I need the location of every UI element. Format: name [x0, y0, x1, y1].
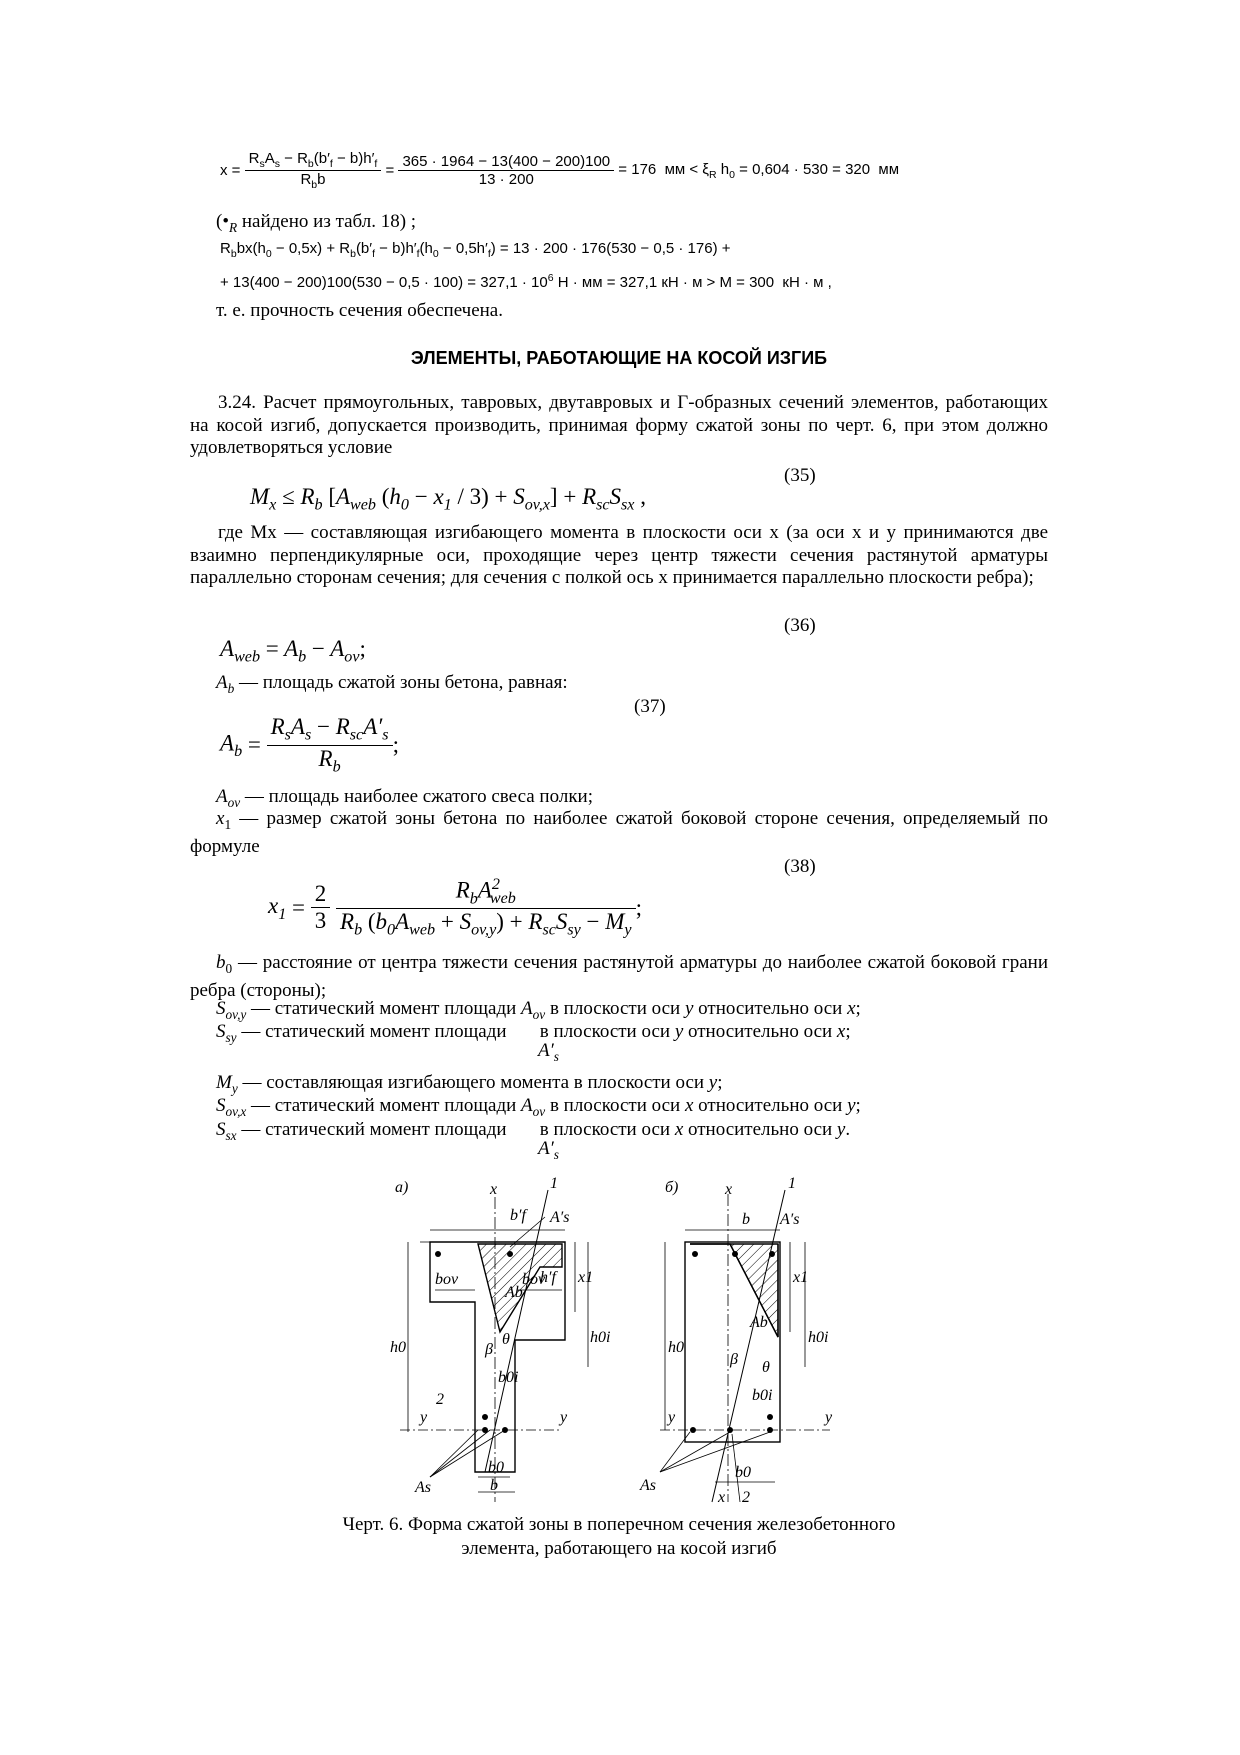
def-x1: $x_1$ — размер сжатой зоны бетона по наиболее сжатой боковой стороне сечения, определяемый по формуле [190, 808, 1048, 858]
def-b0: $b_0$ — расстояние от центра тяжести сечения растянутой арматуры до наиболее сжатой боковой грани ребра (стороны); [190, 952, 1048, 1002]
eq35-number: (35) [784, 465, 816, 486]
svg-text:As: As [640, 1477, 656, 1494]
svg-text:bov: bov [522, 1271, 546, 1288]
eq37: $A_b$ = $\frac{R_sA_s - R_{sc}A'_s}{R_b}$ ; [220, 714, 399, 776]
def-sovx: $S_{ov,x}$ — статический момент площади $A_{ov}$ в плоскости оси x относительно оси y; [216, 1095, 861, 1119]
svg-text:bov: bov [435, 1271, 459, 1288]
svg-text:A′s: A′s [550, 1209, 570, 1226]
svg-text:x: x [725, 1181, 733, 1198]
moment-line-1: $R_bbx(h_0 - 0,5x) + R_b(b'_f - b)h'_f(h_0 - 0,5h'_f) = 13 \cdot 200 \cdot 176(530 - 0,5 \cdot 176)$ + [220, 240, 731, 260]
rebar [690, 1427, 696, 1433]
def-sovy: $S_{ov,y}$ — статический момент площади $A_{ov}$ в плоскости оси y относительно оси x; [216, 998, 861, 1022]
rebar [732, 1251, 738, 1257]
label-a: а) [395, 1179, 409, 1196]
rebar [482, 1427, 488, 1433]
svg-text:x1: x1 [578, 1269, 594, 1286]
svg-text:b: b [742, 1211, 750, 1228]
def-aov: $A_{ov}$ — площадь наиболее сжатого свеса полки; [216, 786, 593, 810]
svg-text:y: y [420, 1409, 428, 1426]
figure-drawing-6 [390, 1172, 870, 1507]
formula-x: x = $\frac{R_sA_s - R_b(b'_f - b)h'_f}{R_bb}$ = $\frac{365 \cdot 1964 - 13(400 - 200)100}{13 \cdot 200}$ = 176 мм < $\xi_R$ $h_0 = 0,604 \cdot 530 = 320$ мм [220, 150, 900, 191]
def-ssx: $S_{sx}$ — статический момент площади в плоскости оси x относительно оси y. [216, 1119, 851, 1143]
rebar [767, 1427, 773, 1433]
eq36-number: (36) [784, 615, 816, 636]
svg-text:β: β [730, 1351, 738, 1368]
label-b: б) [665, 1179, 679, 1196]
rebar [692, 1251, 698, 1257]
svg-text:h0: h0 [668, 1339, 684, 1356]
svg-text:b0i: b0i [752, 1387, 773, 1404]
svg-text:β: β [485, 1341, 493, 1358]
svg-text:h′f: h′f [540, 1269, 556, 1286]
rebar [767, 1414, 773, 1420]
svg-text:A′s: A′s [780, 1211, 800, 1228]
figure-caption-line-1: Черт. 6. Форма сжатой зоны в поперечном сечения железобетонного [342, 1514, 896, 1535]
rebar [435, 1251, 441, 1257]
moment-line-2: + $13(400 - 200)100(530 - 0,5 \cdot 100) = 327,1 \cdot 10^6$ Н · мм = 327,1 кН · м > M = 300 кН · м , [220, 272, 832, 291]
def-my: $M_y$ — составляющая изгибающего момента в плоскости оси y; [216, 1072, 723, 1096]
svg-text:1: 1 [788, 1175, 796, 1192]
rebar [507, 1251, 513, 1257]
svg-text:x: x [490, 1181, 498, 1198]
rebar [769, 1251, 775, 1257]
svg-text:h0i: h0i [590, 1329, 611, 1346]
def-ab: $A_b$ — площадь сжатой зоны бетона, равная: [216, 672, 568, 696]
eq36: $A_{web} = A_b - A_{ov}$; [220, 636, 366, 666]
svg-text:x: x [718, 1489, 726, 1506]
eq38-number: (38) [784, 856, 816, 877]
svg-text:2: 2 [742, 1489, 750, 1506]
svg-text:y: y [825, 1409, 833, 1426]
svg-text:y: y [560, 1409, 568, 1426]
svg-text:y: y [668, 1409, 676, 1426]
svg-text:x1: x1 [793, 1269, 809, 1286]
rebar [502, 1427, 508, 1433]
eq35: $M_x \le R_b$ [$A_{web}$ $(h_0 - x_1 / 3) + S_{ov,x}] + R_{sc}S_{sx}$ , [250, 484, 646, 514]
svg-text:b: b [490, 1477, 498, 1494]
svg-text:2: 2 [436, 1391, 444, 1408]
svg-text:Ab: Ab [505, 1284, 523, 1301]
paragraph-mx: где Mx — составляющая изгибающего момента в плоскости оси x (за оси x и y принимаются две взаимно перпендикулярные оси, проходящие через центр тяжести сечения растянутой арматуры параллельно сторонам сечения; для сечения с полкой ось x принимается параллельно плоскости ребра); [190, 522, 1048, 588]
svg-text:θ: θ [762, 1359, 770, 1376]
ssx-as-symbol: $A'_s$ [538, 1138, 559, 1162]
svg-text:1: 1 [550, 1175, 558, 1192]
svg-text:h0i: h0i [808, 1329, 829, 1346]
svg-text:As: As [415, 1479, 431, 1496]
eq37-number: (37) [634, 696, 666, 717]
eq38: $x_1$ = $\frac{2}{3}$ $\frac{R_bA^2_{web}}{R_b (b_0A_{web} + S_{ov,y}) + R_{sc}S_{sy} - M_y}$ ; [268, 876, 642, 939]
svg-text:b0i: b0i [498, 1369, 519, 1386]
xi-note: ($•_R$ найдено из табл. 18) ; [216, 211, 417, 235]
svg-text:b0: b0 [735, 1464, 751, 1481]
ssy-as-symbol: $A'_s$ [538, 1040, 559, 1064]
svg-text:b′f: b′f [510, 1207, 526, 1224]
svg-text:θ: θ [502, 1331, 510, 1348]
rebar [482, 1414, 488, 1420]
svg-text:h0: h0 [390, 1339, 406, 1356]
figure-caption-line-2: элемента, работающего на косой изгиб [461, 1538, 777, 1559]
paragraph-3-24: 3.24. Расчет прямоугольных, тавровых, двутавровых и Г-образных сечений элементов, работающих на косой изгиб, допускается производить, принимая форму сжатой зоны по черт. 6, при этом должно удовлетворяться условие [190, 392, 1048, 458]
strength-note: т. е. прочность сечения обеспечена. [216, 300, 503, 321]
rebar [727, 1427, 733, 1433]
section-heading: ЭЛЕМЕНТЫ, РАБОТАЮЩИЕ НА КОСОЙ ИЗГИБ [410, 348, 828, 368]
svg-text:Ab: Ab [750, 1314, 768, 1331]
svg-text:b0: b0 [488, 1459, 504, 1476]
def-ssy: $S_{sy}$ — статический момент площади в плоскости оси y относительно оси x; [216, 1021, 851, 1045]
